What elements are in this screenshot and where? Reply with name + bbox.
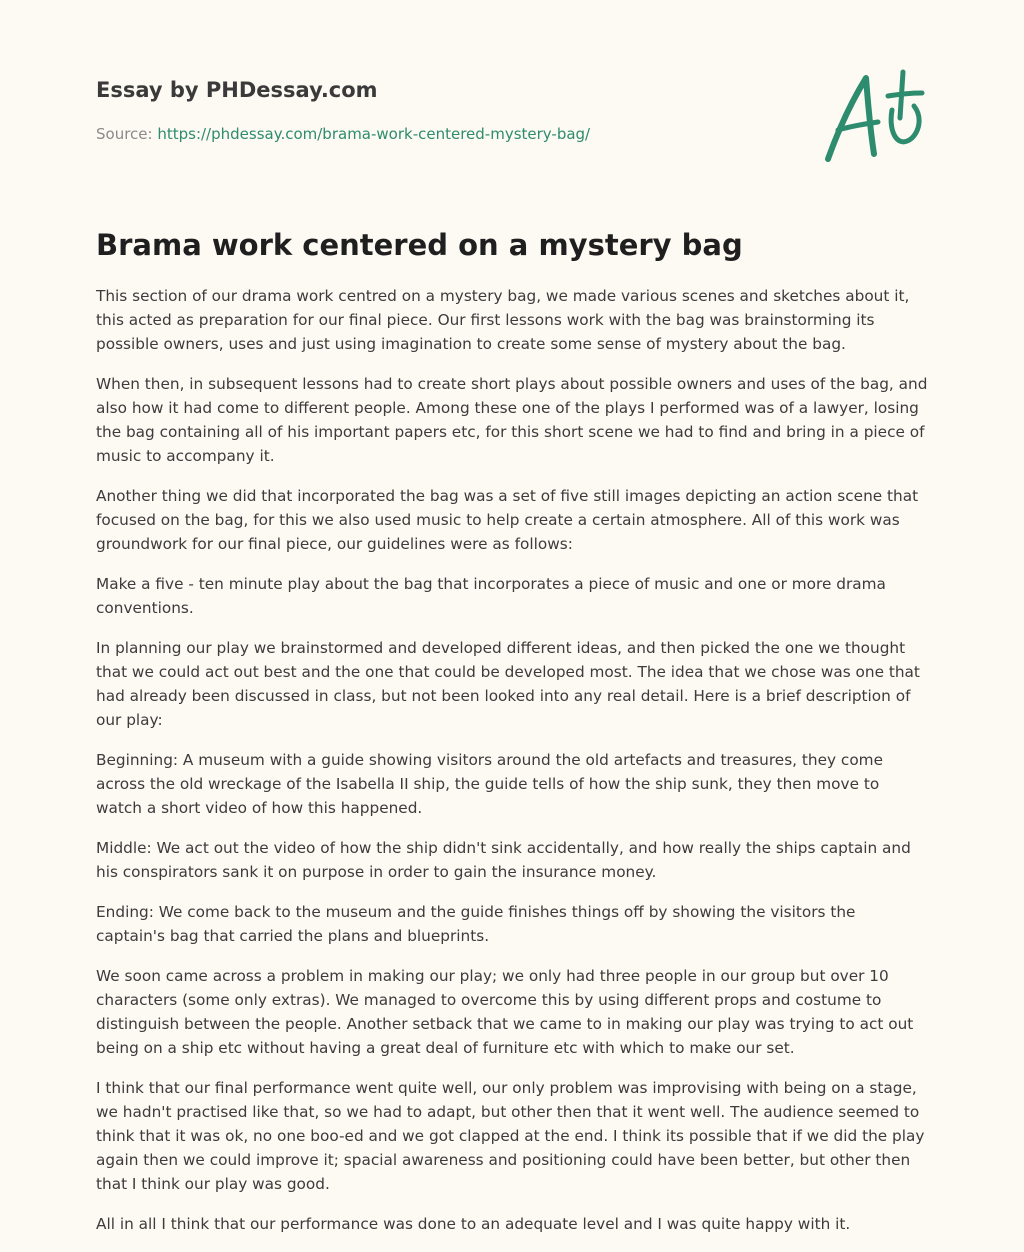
essay-paragraph: Make a five - ten minute play about the bag that incorporates a piece of music and one or more drama conventions. bbox=[96, 575, 886, 617]
page-header bbox=[96, 76, 796, 144]
a-plus-logo-icon bbox=[818, 66, 930, 166]
essay-paragraph: When then, in subsequent lessons had to create short plays about possible owners and uses of the bag, and also how it had come to different people. Among these one of the plays I performed was of a lawyer, losing the bag containing all of his important papers etc, for this short scene we had to find and bring in a piece of music to accompany it. bbox=[96, 375, 928, 465]
essay-paragraph: Another thing we did that incorporated the bag was a set of five still images depicting an action scene that focused on the bag, for this we also used music to help create a certain atmosphere. All of this work was groundwork for our final piece, our guidelines were as follows: bbox=[96, 487, 919, 553]
essay-body bbox=[96, 284, 928, 1252]
essay-paragraph: Ending: We come back to the museum and the guide finishes things off by showing the visitors the captain's bag that carried the plans and blueprints. bbox=[96, 903, 856, 945]
essay-paragraph: This section of our drama work centred on a mystery bag, we made various scenes and sketches about it, this acted as preparation for our final piece. Our first lessons work with the bag was brainstorming its possible owners, uses and just using imagination to create some sense of mystery about the bag. bbox=[96, 287, 910, 353]
essay-title: Brama work centered on a mystery bag bbox=[96, 228, 743, 262]
source-label: Source: bbox=[96, 125, 158, 143]
source-link[interactable]: https://phdessay.com/brama-work-centered-mystery-bag/ bbox=[157, 125, 591, 143]
essay-paragraph: All in all I think that our performance was done to an adequate level and I was quite happy with it. bbox=[96, 1215, 851, 1233]
source-line bbox=[96, 124, 796, 144]
essay-paragraph: In planning our play we brainstormed and developed different ideas, and then picked the one we thought that we could act out best and the one that could be developed most. The idea that we chose was one that had already been discussed in class, but not been looked into any real detail. Here is a brief description of our play: bbox=[96, 639, 920, 729]
essay-paragraph: Beginning: A museum with a guide showing visitors around the old artefacts and treasures, they come across the old wreckage of the Isabella II ship, the guide tells of how the ship sunk, they then move to watch a short video of how this happened. bbox=[96, 751, 883, 817]
essay-paragraph: We soon came across a problem in making our play; we only had three people in our group but over 10 characters (some only extras). We managed to overcome this by using different props and costume to distinguish between the people. Another setback that we came to in making our play was trying to act out being on a ship etc without having a great deal of furniture etc with which to make our set. bbox=[96, 967, 914, 1057]
essay-paragraph: Middle: We act out the video of how the ship didn't sink accidentally, and how really the ships captain and his conspirators sank it on purpose in order to gain the insurance money. bbox=[96, 839, 911, 881]
brand-title: Essay by PHDessay.com bbox=[96, 78, 378, 102]
essay-paragraph: I think that our final performance went quite well, our only problem was improvising with being on a stage, we hadn't practised like that, so we had to adapt, but other then that it went well. The audience seemed to think that it was ok, no one boo-ed and we got clapped at the end. I think its possible that if we did the play again then we could improve it; spacial awareness and positioning could have been better, but other then that I think our play was good. bbox=[96, 1079, 925, 1193]
